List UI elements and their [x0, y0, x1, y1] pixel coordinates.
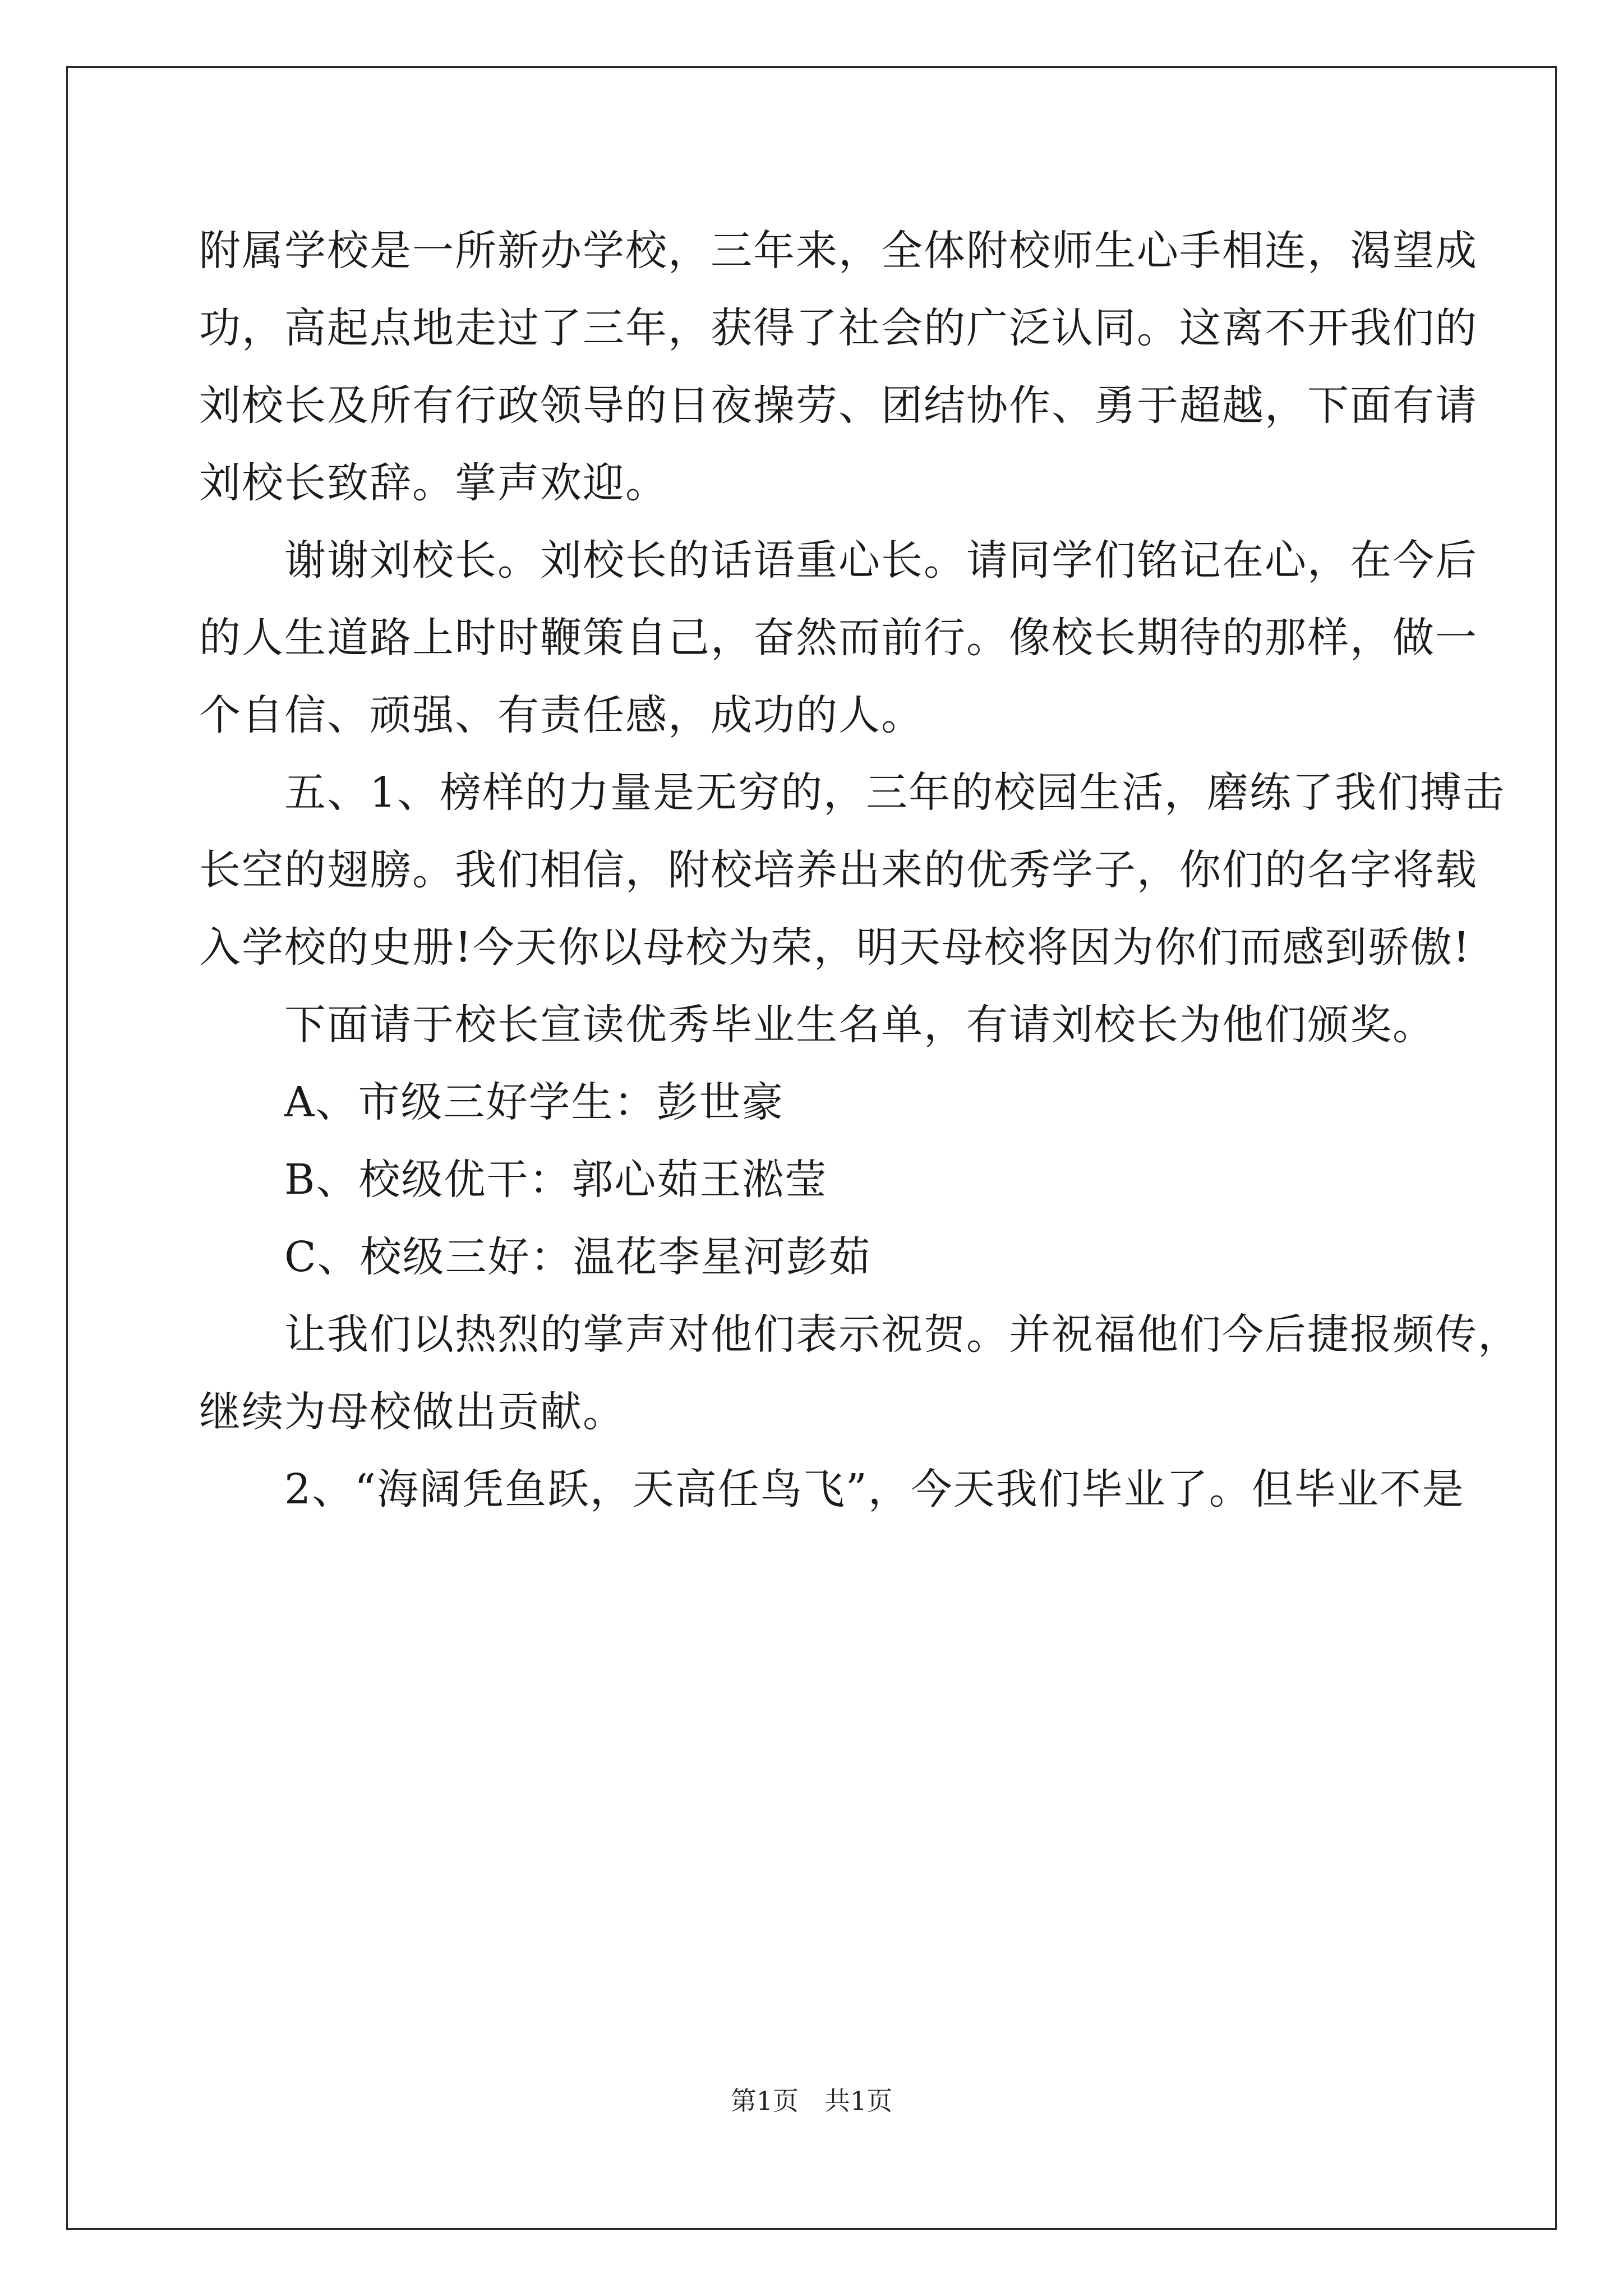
text-line: 的人生道路上时时鞭策自己，奋然而前行。像校长期待的那样，做一 — [199, 614, 1478, 662]
text-line: C、校级三好：温花李星河彭茹 — [199, 1233, 872, 1281]
text-line: 刘校长及所有行政领导的日夜操劳、团结协作、勇于超越，下面有请 — [199, 381, 1478, 430]
text-line: 让我们以热烈的掌声对他们表示祝贺。并祝福他们今后捷报频传， — [199, 1310, 1520, 1359]
text-line: 个自信、顽强、有责任感，成功的人。 — [199, 691, 924, 739]
text-line: 入学校的史册!今天你以母校为荣，明天母校将因为你们而感到骄傲! — [199, 923, 1471, 972]
text-line: 五、1、榜样的力量是无穷的，三年的校园生活，磨练了我们搏击 — [199, 769, 1506, 817]
text-line: 长空的翅膀。我们相信，附校培养出来的优秀学子，你们的名字将载 — [199, 846, 1478, 894]
text-line: A、市级三好学生：彭世豪 — [199, 1078, 785, 1126]
page-footer — [0, 2084, 1623, 2118]
text-line: 附属学校是一所新办学校，三年来，全体附校师生心手相连，渴望成 — [199, 227, 1478, 275]
text-line: 下面请于校长宣读优秀毕业生名单，有请刘校长为他们颁奖。 — [199, 1001, 1435, 1049]
text-line: 刘校长致辞。掌声欢迎。 — [199, 459, 668, 507]
text-line: 2、“海阔凭鱼跃，天高任鸟飞”，今天我们毕业了。但毕业不是 — [199, 1465, 1465, 1513]
text-line: 谢谢刘校长。刘校长的话语重心长。请同学们铭记在心，在今后 — [199, 536, 1478, 585]
page-number: 第1页 共1页 — [730, 2086, 893, 2116]
text-line: 功，高起点地走过了三年，获得了社会的广泛认同。这离不开我们的 — [199, 304, 1478, 352]
text-line: B、校级优干：郭心茹王淞莹 — [199, 1156, 828, 1204]
text-line: 继续为母校做出贡献。 — [199, 1388, 625, 1436]
